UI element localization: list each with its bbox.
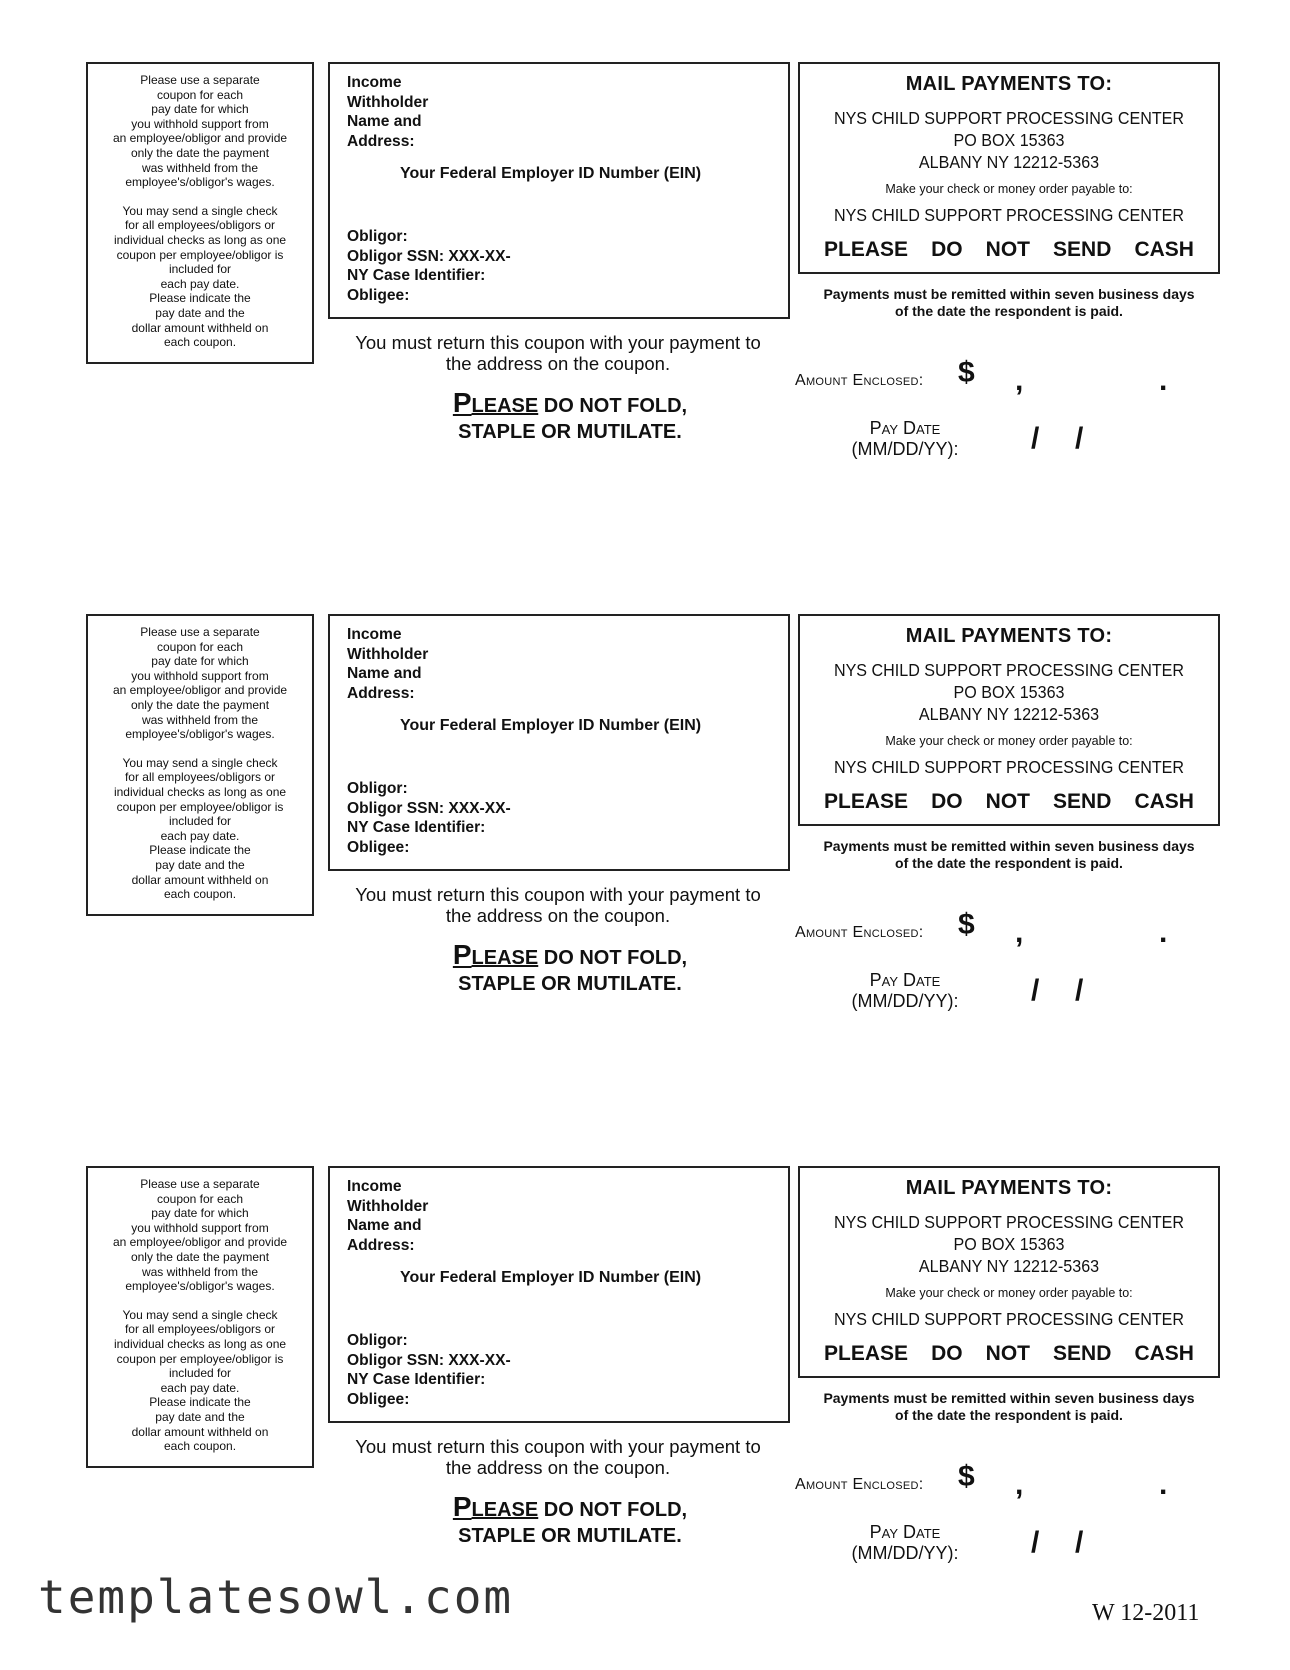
return-note: You must return this coupon with your payment to the address on the coupon. — [355, 1436, 761, 1478]
no-cash-word: PLEASE — [824, 238, 909, 261]
amount-decimal[interactable]: . — [1159, 1468, 1168, 1501]
mail-payments-box — [798, 1166, 1220, 1378]
payable-note: Make your check or money order payable to: — [885, 734, 1133, 748]
no-fold-warning — [420, 1491, 720, 1549]
no-cash-word: NOT — [985, 238, 1030, 261]
pay-date-slash[interactable]: / — [1075, 974, 1084, 1007]
no-cash-word: PLEASE — [824, 1342, 909, 1365]
payment-coupon — [0, 552, 1290, 1022]
pay-date-slash[interactable]: / — [1031, 1526, 1040, 1559]
amount-dollar-sign: $ — [958, 908, 975, 941]
pay-date-slash[interactable]: / — [1075, 1526, 1084, 1559]
amount-enclosed-label: Amount Enclosed: — [795, 1476, 924, 1493]
no-cash-word: SEND — [1053, 1342, 1112, 1365]
no-fold-line2: STAPLE OR MUTILATE. — [458, 421, 682, 443]
instructions-box — [86, 1166, 314, 1468]
remit-note: Payments must be remitted within seven business days of the date the respondent is paid. — [823, 1390, 1195, 1423]
payee-name: NYS CHILD SUPPORT PROCESSING CENTER — [833, 757, 1185, 777]
instructions-box — [86, 614, 314, 916]
ein-label: Your Federal Employer ID Number (EIN) — [400, 1269, 702, 1286]
pay-date-label — [840, 1522, 970, 1564]
no-fold-lead: P — [452, 1491, 472, 1522]
no-cash-word: DO — [931, 1342, 963, 1365]
mail-payments-box — [798, 62, 1220, 274]
pay-date-slash[interactable]: / — [1031, 974, 1040, 1007]
withholder-label: Income Withholder Name and Address: — [347, 626, 429, 702]
no-fold-line2: STAPLE OR MUTILATE. — [458, 1525, 682, 1547]
remit-note: Payments must be remitted within seven business days of the date the respondent is paid. — [823, 286, 1195, 319]
no-cash-word: SEND — [1053, 238, 1112, 261]
instructions-text-1: Please use a separate coupon for each pay date for which you withhold support from an employee/obligor and provide only the date the payment was withheld from the employee's/obligor's wages. — [112, 1177, 288, 1294]
no-cash-word: PLEASE — [824, 790, 909, 813]
payment-coupon — [0, 1104, 1290, 1574]
amount-comma[interactable]: , — [1015, 1468, 1024, 1501]
mail-address: NYS CHILD SUPPORT PROCESSING CENTER PO BOX 15363 ALBANY NY 12212-5363 — [833, 660, 1185, 724]
payable-note: Make your check or money order payable to: — [885, 182, 1133, 196]
no-cash-word: CASH — [1134, 1342, 1194, 1365]
mail-payments-title: MAIL PAYMENTS TO: — [905, 73, 1113, 95]
return-note: You must return this coupon with your payment to the address on the coupon. — [355, 884, 761, 926]
mail-payments-title: MAIL PAYMENTS TO: — [905, 625, 1113, 647]
pay-date-label — [840, 970, 970, 1012]
mail-payments-box — [798, 614, 1220, 826]
return-note: You must return this coupon with your payment to the address on the coupon. — [355, 332, 761, 374]
no-fold-word: LEASE — [471, 1499, 539, 1521]
form-code: W 12-2011 — [1092, 1600, 1200, 1626]
payee-name: NYS CHILD SUPPORT PROCESSING CENTER — [833, 205, 1185, 225]
no-cash-warning — [824, 1342, 1194, 1366]
amount-decimal[interactable]: . — [1159, 916, 1168, 949]
amount-dollar-sign: $ — [958, 1460, 975, 1493]
payee-name: NYS CHILD SUPPORT PROCESSING CENTER — [833, 1309, 1185, 1329]
no-fold-line2: STAPLE OR MUTILATE. — [458, 973, 682, 995]
pay-date-format: (MM/DD/YY): — [851, 1543, 959, 1563]
ein-label: Your Federal Employer ID Number (EIN) — [400, 165, 702, 182]
instructions-text-2: You may send a single check for all employees/obligors or individual checks as long as one coupon per employee/obligor is included for each pay date. Please indicate the pay date and the dollar amount withheld on each coupon. — [113, 755, 287, 902]
obligor-fields: Obligor: Obligor SSN: XXX-XX- NY Case Identifier: Obligee: — [347, 228, 511, 304]
payment-coupon — [0, 0, 1290, 470]
payable-note: Make your check or money order payable to: — [885, 1286, 1133, 1300]
remit-note: Payments must be remitted within seven business days of the date the respondent is paid. — [823, 838, 1195, 871]
no-fold-rest: DO NOT FOLD, — [538, 1499, 688, 1521]
instructions-text-1: Please use a separate coupon for each pay date for which you withhold support from an employee/obligor and provide only the date the payment was withheld from the employee's/obligor's wages. — [112, 625, 288, 742]
no-fold-lead: P — [452, 387, 472, 418]
amount-comma[interactable]: , — [1015, 364, 1024, 397]
no-fold-word: LEASE — [471, 395, 539, 417]
no-cash-word: CASH — [1134, 238, 1194, 261]
no-fold-warning — [420, 387, 720, 445]
instructions-text-2: You may send a single check for all employees/obligors or individual checks as long as one coupon per employee/obligor is included for each pay date. Please indicate the pay date and the dollar amount withheld on each coupon. — [113, 203, 287, 350]
pay-date-format: (MM/DD/YY): — [851, 991, 959, 1011]
pay-date-title: Pay Date — [869, 418, 941, 438]
watermark-text: templatesowl.com — [38, 1570, 514, 1624]
obligor-fields: Obligor: Obligor SSN: XXX-XX- NY Case Identifier: Obligee: — [347, 1332, 511, 1408]
withholder-label: Income Withholder Name and Address: — [347, 1178, 429, 1254]
instructions-text-1: Please use a separate coupon for each pay date for which you withhold support from an employee/obligor and provide only the date the payment was withheld from the employee's/obligor's wages. — [112, 73, 288, 190]
instructions-box — [86, 62, 314, 364]
pay-date-format: (MM/DD/YY): — [851, 439, 959, 459]
no-fold-rest: DO NOT FOLD, — [538, 395, 688, 417]
no-cash-word: DO — [931, 238, 963, 261]
obligor-fields: Obligor: Obligor SSN: XXX-XX- NY Case Identifier: Obligee: — [347, 780, 511, 856]
amount-enclosed-label: Amount Enclosed: — [795, 372, 924, 389]
mail-address: NYS CHILD SUPPORT PROCESSING CENTER PO BOX 15363 ALBANY NY 12212-5363 — [833, 108, 1185, 172]
amount-enclosed-label: Amount Enclosed: — [795, 924, 924, 941]
amount-comma[interactable]: , — [1015, 916, 1024, 949]
instructions-text-2: You may send a single check for all employees/obligors or individual checks as long as one coupon per employee/obligor is included for each pay date. Please indicate the pay date and the dollar amount withheld on each coupon. — [113, 1307, 287, 1454]
amount-dollar-sign: $ — [958, 356, 975, 389]
pay-date-slash[interactable]: / — [1075, 422, 1084, 455]
pay-date-label — [840, 418, 970, 460]
withholder-box — [328, 62, 790, 319]
no-fold-lead: P — [452, 939, 472, 970]
pay-date-slash[interactable]: / — [1031, 422, 1040, 455]
pay-date-title: Pay Date — [869, 1522, 941, 1542]
no-cash-word: SEND — [1053, 790, 1112, 813]
no-cash-word: DO — [931, 790, 963, 813]
withholder-box — [328, 614, 790, 871]
withholder-box — [328, 1166, 790, 1423]
no-cash-word: NOT — [985, 790, 1030, 813]
amount-decimal[interactable]: . — [1159, 364, 1168, 397]
no-fold-word: LEASE — [471, 947, 539, 969]
ein-label: Your Federal Employer ID Number (EIN) — [400, 717, 702, 734]
mail-address: NYS CHILD SUPPORT PROCESSING CENTER PO BOX 15363 ALBANY NY 12212-5363 — [833, 1212, 1185, 1276]
mail-payments-title: MAIL PAYMENTS TO: — [905, 1177, 1113, 1199]
no-cash-word: NOT — [985, 1342, 1030, 1365]
no-cash-word: CASH — [1134, 790, 1194, 813]
no-cash-warning — [824, 238, 1194, 262]
no-fold-warning — [420, 939, 720, 997]
pay-date-title: Pay Date — [869, 970, 941, 990]
withholder-label: Income Withholder Name and Address: — [347, 74, 429, 150]
no-cash-warning — [824, 790, 1194, 814]
no-fold-rest: DO NOT FOLD, — [538, 947, 688, 969]
